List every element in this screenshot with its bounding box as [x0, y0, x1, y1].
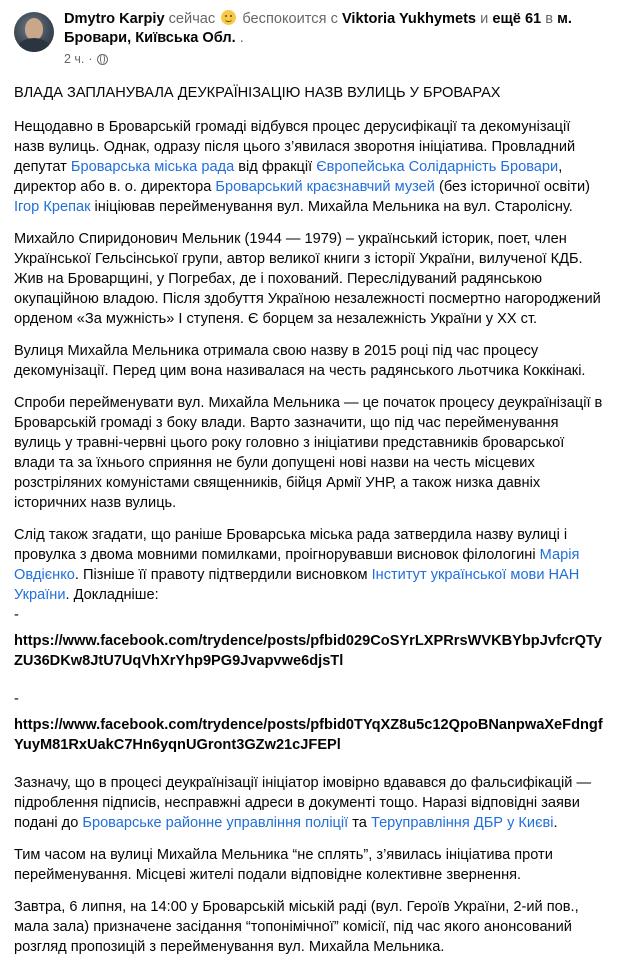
paragraph-8: Завтра, 6 липня, на 14:00 у Броварській міській раді (вул. Героїв України, 2-ий пов., мала зала) призначене засідання “топонімічної” комісії, під час якого анонсований розгляд пропозицій з перейменування вул. Михайла Мельника. [14, 899, 579, 955]
paragraph-7: Тим часом на вулиці Михайла Мельника “не сплять”, з’явилась ініціатива проти перейменування. Місцеві жителі подали відповідне колективне звернення. [14, 847, 553, 883]
p1-text-3: , директор або в. о. директора [14, 159, 563, 195]
with-word: с [330, 11, 338, 27]
p5-text-3: . Докладніше: [65, 587, 159, 603]
paragraph-4: Спроби перейменувати вул. Михайла Мельника — це початок процесу деукраїнізації в Броварській громаді з боку влади. Варто зазначити, що під час перейменування вулиць у травні-червні цього року головно з ініціативи представників броварської влади та за їхнього сприяння не були допущені нові назви на честь місцевих розстріляних комуністами священників, бійця Армії УНР, а також низка давніх історичних назв вулиць. [14, 395, 603, 511]
paragraph-3: Вулиця Михайла Мельника отримала свою назву в 2015 році під час процесу декомунізації. Перед цим вона називалася на честь радянського льотчика Коккінакі. [14, 343, 586, 379]
link-mariia-ovdiienko[interactable]: Марія Овдієнко [14, 547, 580, 583]
meta-separator: · [88, 52, 93, 66]
post-time[interactable]: 2 ч. [64, 52, 85, 66]
p1-text-4: (без історичної освіти) [434, 179, 591, 195]
status-now: сейчас [168, 11, 216, 27]
url-link-1[interactable]: https://www.facebook.com/trydence/posts/pfbid029CoSYrLXPRrsWVKBYbpJvfcrQTyZU36DKw8JtU7UqVhXrYhp9PG9Jvapvwe6djsTl [14, 633, 602, 669]
paragraph-5 [14, 525, 604, 605]
p1-text-5: ініціював перейменування вул. Михайла Мельника на вул. Старолісну. [90, 199, 573, 215]
paragraph-1 [14, 117, 604, 217]
header-dot: . [239, 30, 244, 46]
slightly-worried-face-icon [221, 10, 236, 25]
link-brovary-police[interactable]: Броварське районне управління поліції [82, 815, 349, 831]
p5-text-1: Слід також згадати, що раніше Броварська міська рада затвердила назву вулиці і провулка з двома мовними помилками, проігнорувавши висновок філологині [14, 527, 568, 563]
link-brovary-museum[interactable]: Броварський краєзнавчий музей [215, 179, 435, 195]
post-header-text [64, 10, 604, 69]
p6-text-1: Зазначу, що в процесі деукраїнізації ініціатор імовірно вдавався до фальсифікацій — підроблення підписів, несправжні адреси в документі тощо. Наразі відповідні заяви подані до [14, 775, 592, 831]
tagged-others[interactable]: ещё 61 [492, 11, 542, 27]
author-name[interactable]: Dmytro Karpiy [64, 11, 165, 27]
link-ihor-krepak[interactable]: Ігор Крепак [14, 199, 91, 215]
location-link[interactable]: м. Бровари, Київська Обл. [64, 11, 572, 46]
and-word: и [480, 11, 489, 27]
post-title: ВЛАДА ЗАПЛАНУВАЛА ДЕУКРАЇНІЗАЦІЮ НАЗВ ВУЛИЦЬ У БРОВАРАХ [14, 85, 501, 101]
feeling-text: беспокоится [242, 11, 327, 27]
tagged-person[interactable]: Viktoria Yukhymets [341, 11, 477, 27]
p1-text-1: Нещодавно в Броварській громаді відбувся процес дерусифікації та декомунізації назв вулиць. Однак, одразу після цього з’явилася зворотня ініціатива. Провладний депутат [14, 119, 576, 175]
link-brovary-city-council[interactable]: Броварська міська рада [70, 159, 235, 175]
p6-text-2: та [348, 815, 371, 831]
in-word: в [545, 11, 554, 27]
link-european-solidarity-brovary[interactable]: Європейська Солідарність Бровари [316, 159, 559, 175]
author-avatar[interactable] [14, 12, 54, 52]
dash-1: - [14, 607, 19, 623]
post-header [14, 10, 604, 69]
link-dbr-kyiv[interactable]: Теруправління ДБР у Києві [370, 815, 554, 831]
url-link-2[interactable]: https://www.facebook.com/trydence/posts/pfbid0TYqXZ8u5c12QpoBNanpwaXeFdngfYuyM81RxUakC7Hn6yqnUGront3GZw21cJFEPl [14, 717, 603, 753]
dash-2: - [14, 691, 19, 707]
paragraph-6 [14, 773, 604, 833]
globe-icon[interactable] [97, 54, 108, 65]
post-meta [64, 50, 604, 69]
p5-text-2: . Пізніше її правоту підтвердили висновком [74, 567, 372, 583]
paragraph-2: Михайло Спиридонович Мельник (1944 — 1979) – український історик, поет, член Української Гельсінської групи, автор великої книги з історії України, вилученої КДБ. Жив на Броварщині, у Погребах, де і похований. Переслідуваний радянською окупаційною владою. Після здобуття Україною незалежності посмертно нагороджений орденом «За мужність» І ступеня. Є борцем за незалежність України у ХХ ст. [14, 231, 601, 327]
p6-text-3: . [553, 815, 558, 831]
p1-text-2: від фракції [234, 159, 317, 175]
post-content [14, 83, 604, 957]
link-institute-ukrainian-language[interactable]: Інститут української мови НАН України [14, 567, 580, 603]
